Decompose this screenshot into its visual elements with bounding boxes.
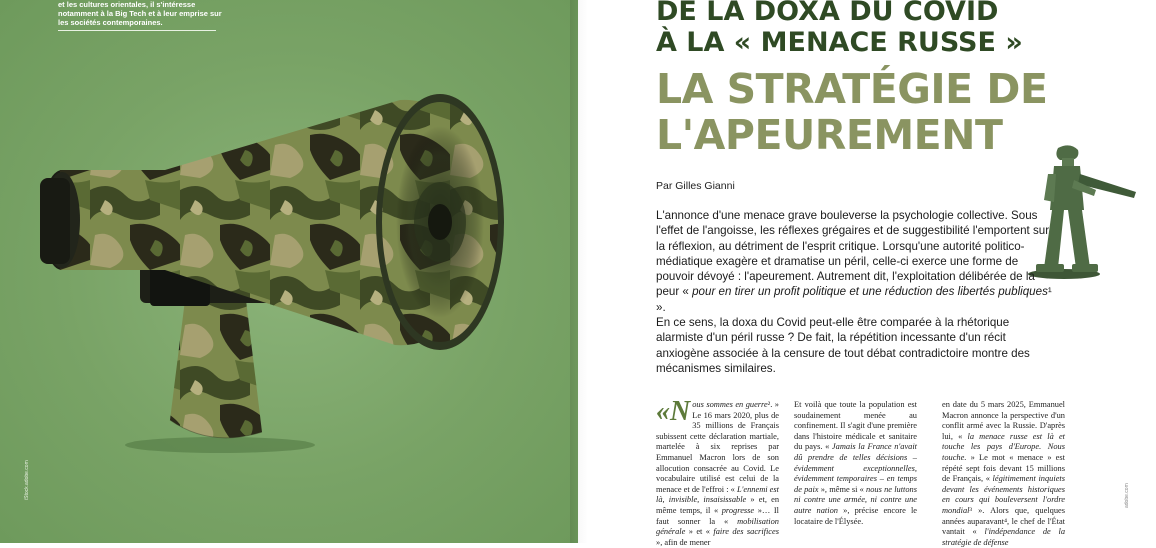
photo-credit: iStock.adobe.com <box>24 460 30 500</box>
lead-text-1-end: ¹ ». <box>656 285 1052 314</box>
col2-italic-2: nous ne luttons ni contre une armée, ni contre une autre nation <box>794 484 917 515</box>
title-line-3: LA STRATÉGIE DE <box>656 65 1048 113</box>
col1-text-1: ². » Le 16 mars 2020, plus de 35 millions de Français subissent cette déclaration martiale, martelée à six reprises par Emmanuel Macron lors de son allocution consacrée au Covid. Le vocabulaire utilisé est celui de la menace et de l'effroi : « <box>656 400 779 494</box>
author-bio: et les cultures orientales, il s'intéresse notamment à la Big Tech et à leur emprise sur les sociétés contemporaines. <box>58 0 222 27</box>
right-credit: adobe.com <box>1124 483 1130 508</box>
col1-italic-4: faire des sacrifices <box>709 527 779 537</box>
article-lead <box>656 208 1056 376</box>
lead-text-1: L'annonce d'une menace grave bouleverse la psychologie collective. Sous l'effet de l'angoisse, les réflexes grégaires et de suggestibilité l'emportent sur la réflexion, au détriment de l'esprit critique. Lorsqu'une autorité politico-médiatique exagère et dramatise un péril, celle-ci exerce une forme de pouvoir dévoyé : l'apeurement. Autrement dit, l'exploitation délibérée de la peur « <box>656 209 1050 299</box>
col2-text-2: », même si « <box>818 484 864 494</box>
col3-italic-3: l'indépendance de la stratégie de défense <box>942 527 1066 547</box>
col2-text-3: », précise encore le locataire de l'Élysée. <box>794 505 917 526</box>
col3-text-1: en date du 5 mars 2025, Emmanuel Macron annonce la perspective d'un conflit armé avec la Russie. D'après lui, « <box>942 400 1065 441</box>
col3-text-3: ³ ». Alors que, quelques années auparavant⁴, le chef de l'État vantait « <box>942 505 1065 537</box>
drop-cap: «N <box>656 396 691 427</box>
title-line-1: DE LA DOXA DU COVID <box>656 0 999 27</box>
article-title-main <box>656 66 1047 158</box>
right-page <box>578 0 1156 547</box>
col2-text-1: Et voilà que toute la population est soudainement menée au confinement. Il s'agit d'une première dans l'histoire médicale et sanitaire du pays. « <box>794 400 917 452</box>
camouflage-megaphone-icon <box>0 0 578 543</box>
lead-quote: pour en tirer un profit politique et une réduction des libertés publiques <box>688 285 1048 299</box>
col1-italic-3: mobilisation générale <box>656 516 779 537</box>
col1-quote: ous sommes en guerre <box>692 400 768 409</box>
col1-text-5: », afin de mener <box>656 537 711 547</box>
col1-text-3: »… Il faut sonner la « <box>656 505 779 526</box>
lead-paragraph-1 <box>656 208 1056 315</box>
lead-paragraph-2: En ce sens, la doxa du Covid peut-elle être comparée à la rhétorique alarmiste d'un péril russe ? De fait, la répétition incessante d'un récit anxiogène associée à la censure de tout débat contradictoire montre des mécanismes similaires. <box>656 316 1030 375</box>
col3-italic-2: légitimement inquiets devant les événements historiques en cours qui bouleversent l'ordre mondial <box>942 474 1065 515</box>
left-page <box>0 0 578 543</box>
col1-italic-1: L'ennemi est là, invisible, insaisissable <box>656 484 779 505</box>
title-line-2: À LA « MENACE RUSSE » <box>656 27 1023 58</box>
col1-text-2: » et, en même temps, il « <box>656 495 780 515</box>
byline: Par Gilles Gianni <box>656 180 735 192</box>
body-column-2 <box>794 400 917 527</box>
body-column-3 <box>942 400 1065 548</box>
col3-italic-1: la menace russe est là et touche les pays d'Europe. Nous touche. <box>942 431 1066 462</box>
article-title-top <box>656 0 1023 58</box>
col1-text-4: » et « <box>685 527 710 537</box>
col1-italic-2: progresse <box>718 505 755 515</box>
title-line-4: L'APEUREMENT <box>656 111 1003 159</box>
col3-text-2: » Le mot « menace » est répété sept fois devant 15 millions de Français, « <box>942 452 1065 484</box>
body-column-1 <box>656 396 780 548</box>
col2-italic-1: Jamais la France n'avait dû prendre de telles décisions – évidemment exceptionnelles, évidemment temporaires – en temps de paix <box>794 442 917 494</box>
